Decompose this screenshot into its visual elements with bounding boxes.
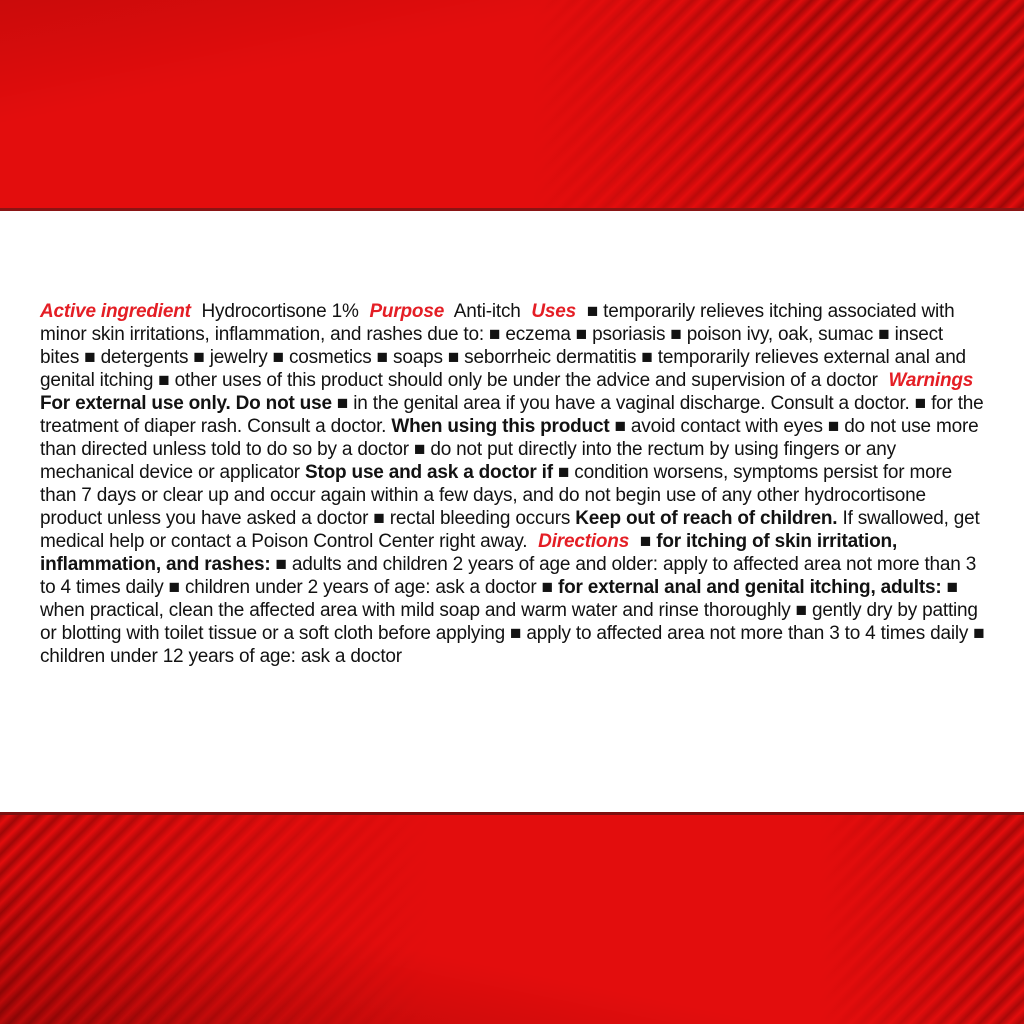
label-text-segment-bold: ■ for itching of skin irritation, inflammation, and rashes: (40, 531, 898, 575)
label-text-segment-regular: Hydrocortisone 1% (201, 301, 359, 322)
label-text-segment-bold: When using this product (391, 416, 610, 437)
bottom-red-striped-band (0, 812, 1024, 1024)
label-text-segment-regular: ■ adults and children 2 years of age and older: apply to affected area not more than 3 to 4 times daily ■ children under 2 years of age: ask a doctor (40, 554, 977, 598)
label-text-segment-regular: ■ when practical, clean the affected area with mild soap and warm water and rinse thoroughly ■ gently dry by patting or blotting with toilet tissue or a soft cloth before applying ■ apply to affected area not more than 3 to 4 times daily ■ children under 12 years of age: ask a doctor (40, 577, 985, 667)
label-text-segment-regular: ■ avoid contact with eyes ■ do not use more than directed unless told to do so by a doctor ■ do not put directly into the rectum by using fingers or any mechanical device or applicator (40, 416, 979, 483)
label-text-segment-heading: Purpose (369, 301, 445, 322)
label-text-segment-heading: Uses (531, 301, 577, 322)
label-text-segment-heading: Directions (538, 531, 630, 552)
top-red-striped-band (0, 0, 1024, 211)
label-text-segment-regular: If swallowed, get medical help or contact a Poison Control Center right away. (40, 508, 980, 552)
label-text-segment-regular: ■ temporarily relieves itching associated with minor skin irritations, inflammation, and rashes due to: ■ eczema ■ psoriasis ■ poison ivy, oak, sumac ■ insect bites ■ detergents ■ jewelry ■ cosmetics ■ soaps ■ seborrheic dermatitis ■ temporarily relieves external anal and genital itching ■ other uses of this product should only be under the advice and supervision of a doctor (40, 301, 966, 391)
label-text-area (0, 214, 1024, 809)
label-text-segment-heading: Warnings (888, 370, 974, 391)
label-text-segment-heading: Active ingredient (40, 301, 191, 322)
drug-facts-paragraph (0, 214, 1024, 668)
label-text-segment-bold: Keep out of reach of children. (575, 508, 838, 529)
label-text-segment-bold: For external use only. Do not use (40, 393, 332, 414)
label-text-segment-regular: Anti-itch (453, 301, 521, 322)
label-text-segment-regular: ■ in the genital area if you have a vaginal discharge. Consult a doctor. ■ for the treatment of diaper rash. Consult a doctor. (40, 393, 984, 437)
label-text-segment-bold: Stop use and ask a doctor if (305, 462, 553, 483)
label-text-segment-regular: ■ condition worsens, symptoms persist for more than 7 days or clear up and occur again within a few days, and do not begin use of any other hydrocortisone product unless you have asked a doctor ■ rectal bleeding occurs (40, 462, 952, 529)
label-text-segment-bold: ■ for external anal and genital itching, adults: (541, 577, 942, 598)
